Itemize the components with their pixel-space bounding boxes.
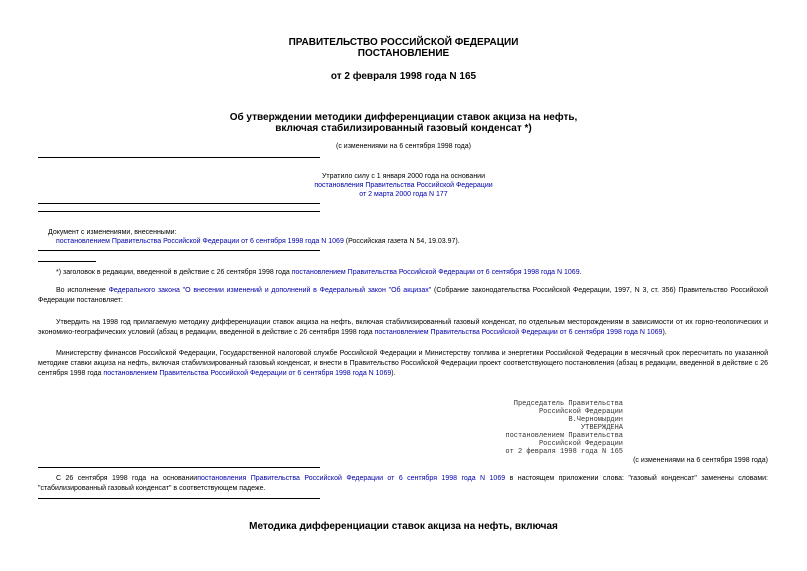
footnote-end: . — [579, 269, 582, 276]
amendments-tail: (Российская газета N 54, 19.03.97). — [343, 238, 460, 245]
amendments-label: Документ с изменениями, внесенными: — [48, 229, 177, 236]
signature-line-1: Председатель Правительства — [513, 400, 623, 408]
expired-text: Утратило силу с 1 января 2000 года на основании — [321, 173, 486, 180]
paragraph-2-end: ). — [662, 329, 667, 336]
amendments-link[interactable]: постановлением Правительства Российской Федерации от 6 сентября 1998 года N 1069 — [56, 238, 344, 245]
divider — [38, 211, 320, 212]
federal-law-link[interactable]: Федерального закона "О внесении изменений и дополнений в Федеральный закон "Об акцизах" — [108, 287, 432, 294]
paragraph-2-link[interactable]: постановлением Правительства Российской Федерации от 6 сентября 1998 года N 1069 — [374, 329, 663, 336]
footnote-link[interactable]: постановлением Правительства Российской Федерации от 6 сентября 1998 года N 1069 — [291, 269, 580, 276]
paragraph-2-text: Утвердить на 1998 год прилагаемую методику дифференциации ставок акциза на нефть, включая стабилизированный газовый конденсат, по отдельным месторождениям в зависимости от их горно-геологических и экономико-географических условий (абзац в редакции, введенной в действие с 26 сентября 1998 года — [38, 319, 768, 336]
expired-link-2[interactable]: от 2 марта 2000 года N 177 — [359, 191, 448, 198]
footnote — [56, 268, 776, 277]
changes-note: (с изменениями на 6 сентября 1998 года) — [336, 143, 471, 150]
divider — [38, 498, 320, 499]
header-resolution: ПОСТАНОВЛЕНИЕ — [357, 48, 450, 59]
paragraph-3 — [38, 349, 768, 379]
header-date: от 2 февраля 1998 года N 165 — [330, 71, 477, 82]
replacement-note-post: в настоящем приложении слова: "газовый конденсат" заменены словами: "стабилизированный газовый конденсат" в соответствующем падеже. — [38, 475, 768, 492]
paragraph-2 — [38, 318, 768, 338]
signature-line-7: от 2 февраля 1998 года N 165 — [505, 448, 623, 456]
footnote-text: *) заголовок в редакции, введенной в действие с 26 сентября 1998 года — [56, 269, 292, 276]
divider — [38, 467, 320, 468]
document-title-line1: Об утверждении методики дифференциации ставок акциза на нефть, — [229, 112, 578, 123]
expired-link-1[interactable]: постановления Правительства Российской Федерации — [314, 182, 493, 189]
divider — [38, 157, 320, 158]
replacement-note — [38, 474, 768, 494]
amendments-line — [56, 237, 756, 246]
changes-note-2: (с изменениями на 6 сентября 1998 года) — [633, 457, 768, 464]
method-title: Методика дифференциации ставок акциза на нефть, включая — [249, 521, 558, 532]
paragraph-3-text: Министерству финансов Российской Федерации, Государственной налоговой службе Российской Федерации и Министерству топлива и энергетики Российской Федерации в месячный срок пересчитать по указанной методике ставки акциза на нефть, включая стабилизированный газовый конденсат, и внести в Правительство Российской Федерации проект соответствующего постановления (абзац в редакции, введенной в действие с 26 сентября 1998 года — [38, 350, 768, 377]
paragraph-1-post: (Собрание законодательства Российской Федерации, 1997, N 3, ст. 356) Правительство Российской Федерации постановляет: — [38, 287, 768, 304]
signature-line-6: Российской Федерации — [538, 440, 623, 448]
signature-line-4: УТВЕРЖДЕНА — [580, 424, 623, 432]
paragraph-3-end: ). — [391, 370, 396, 377]
signature-line-2: Российской Федерации — [538, 408, 623, 416]
paragraph-1 — [38, 286, 768, 306]
divider — [38, 203, 320, 204]
replacement-note-pre: С 26 сентября 1998 года на основании — [56, 475, 198, 482]
document-title-line2: включая стабилизированный газовый конденсат *) — [275, 123, 532, 134]
paragraph-3-link[interactable]: постановлением Правительства Российской Федерации от 6 сентября 1998 года N 1069 — [103, 370, 392, 377]
header-government: ПРАВИТЕЛЬСТВО РОССИЙСКОЙ ФЕДЕРАЦИИ — [288, 37, 519, 48]
replacement-note-link[interactable]: постановления Правительства Российской Федерации от 6 сентября 1998 года N 1069 — [197, 475, 506, 482]
signature-line-3: В.Черномырдин — [568, 416, 623, 424]
paragraph-1-pre: Во исполнение — [56, 287, 109, 294]
divider — [38, 250, 320, 251]
signature-line-5: постановлением Правительства — [505, 432, 623, 440]
footnote-divider — [38, 261, 96, 262]
